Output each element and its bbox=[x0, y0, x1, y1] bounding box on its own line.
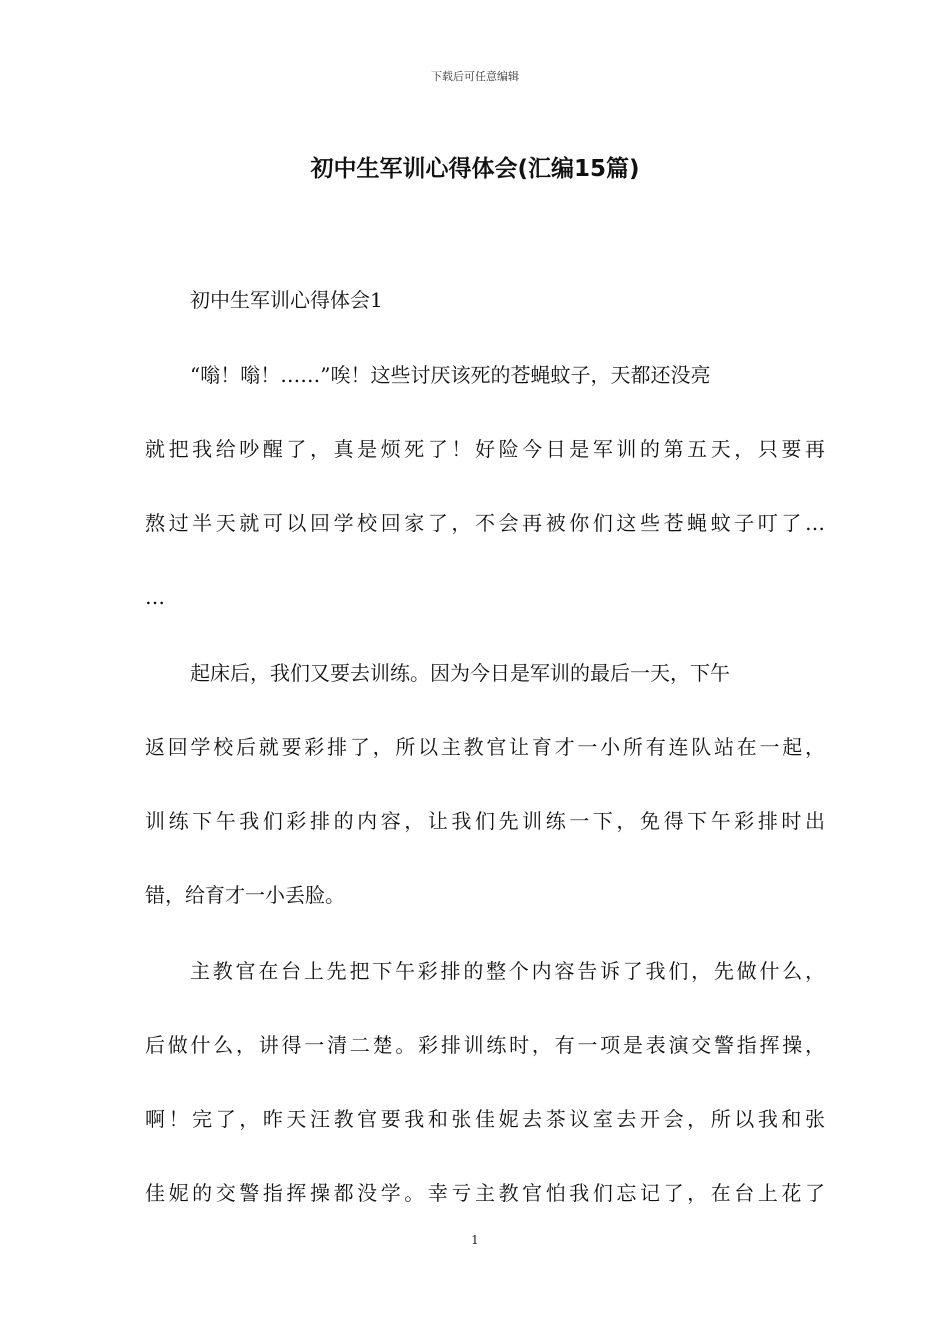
paragraph-line: 主教官在台上先把下午彩排的整个内容告诉了我们，先做什么， bbox=[190, 959, 825, 983]
paragraph-line: 返回学校后就要彩排了，所以主教官让育才一小所有连队站在一起， bbox=[145, 735, 825, 759]
header-note: 下载后可任意编辑 bbox=[431, 70, 519, 83]
paragraph-line: 后做什么，讲得一清二楚。彩排训练时，有一项是表演交警指挥操， bbox=[145, 1033, 825, 1057]
paragraph-line: 熬过半天就可以回学校回家了，不会再被你们这些苍蝇蚊子叮了… bbox=[145, 511, 825, 535]
document-title: 初中生军训心得体会(汇编15篇) bbox=[310, 156, 640, 182]
paragraph-line: 啊！完了，昨天汪教官要我和张佳妮去茶议室去开会，所以我和张 bbox=[145, 1107, 825, 1131]
paragraph-line: … bbox=[145, 585, 165, 609]
paragraph-line: “嗡！嗡！……”唉！这些讨厌该死的苍蝇蚊子，天都还没亮 bbox=[190, 363, 711, 387]
paragraph-line: 错，给育才一小丢脸。 bbox=[145, 883, 345, 907]
paragraph-line: 就把我给吵醒了，真是烦死了！好险今日是军训的第五天，只要再 bbox=[145, 437, 825, 461]
paragraph-line: 佳妮的交警指挥操都没学。幸亏主教官怕我们忘记了，在台上花了 bbox=[145, 1181, 825, 1205]
page-number: 1 bbox=[471, 1233, 479, 1247]
section-heading: 初中生军训心得体会1 bbox=[190, 288, 383, 312]
paragraph-line: 起床后，我们又要去训练。因为今日是军训的最后一天，下午 bbox=[190, 661, 730, 685]
paragraph-line: 训练下午我们彩排的内容，让我们先训练一下，免得下午彩排时出 bbox=[145, 809, 825, 833]
